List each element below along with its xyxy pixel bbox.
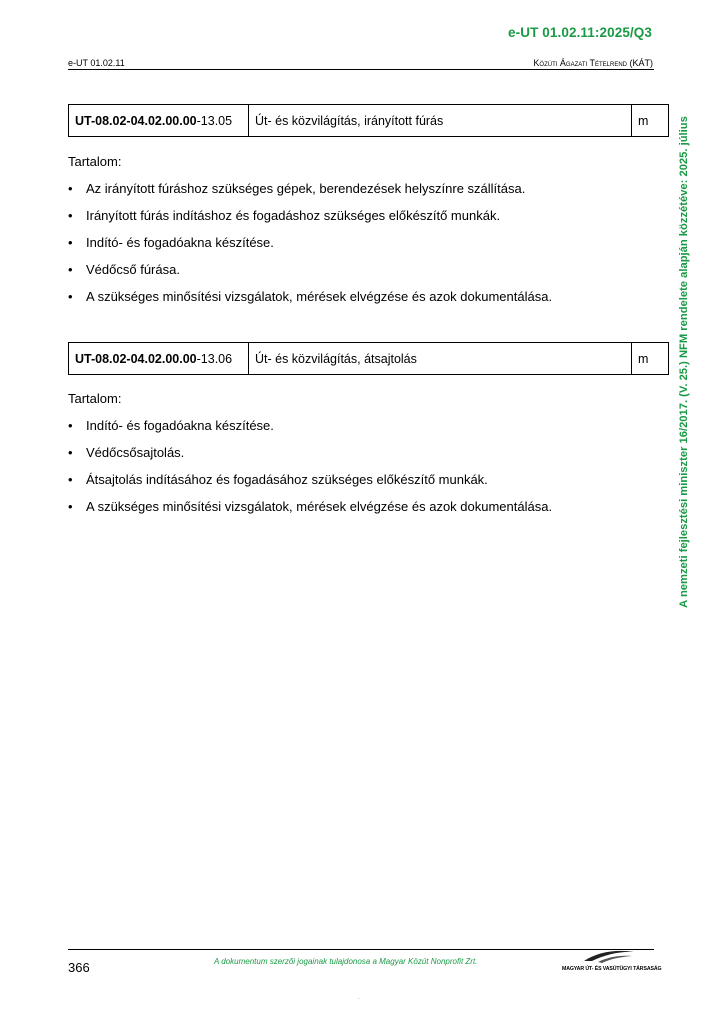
- bullet-icon: •: [68, 208, 73, 223]
- list-item-text: Az irányított fúráshoz szükséges gépek, berendezések helyszínre szállítása.: [86, 181, 526, 196]
- item-title: Út- és közvilágítás, átsajtolás: [249, 343, 632, 374]
- item-code: [69, 105, 249, 136]
- list-item-text: Irányított fúrás indításhoz és fogadáshoz szükséges előkészítő munkák.: [86, 208, 501, 223]
- side-publication-note: [674, 95, 694, 630]
- list-item: [68, 289, 552, 316]
- item-code-main: UT-08.02-04.02.00.00: [75, 113, 197, 128]
- item-code: [69, 343, 249, 374]
- item-code-suffix: -13.06: [196, 351, 233, 366]
- list-item: [68, 235, 552, 262]
- header-doc-id: e-UT 01.02.11: [68, 58, 125, 68]
- header-title: Közúti Ágazati Tételrend (KÁT): [533, 58, 653, 68]
- content-bullet-list: [68, 181, 552, 316]
- list-item: [68, 472, 552, 499]
- content-bullet-list: [68, 418, 552, 526]
- content-label: Tartalom:: [68, 391, 122, 406]
- list-item: [68, 499, 552, 526]
- list-item: [68, 418, 552, 445]
- list-item-text: Védőcsősajtolás.: [86, 445, 185, 460]
- bullet-icon: •: [68, 235, 73, 250]
- page-number: 366: [68, 960, 90, 975]
- side-publication-note-text: A nemzeti fejlesztési miniszter 16/2017. (V. 25.) NFM rendelete alapján közzétéve: 2025. július: [678, 116, 690, 608]
- bullet-icon: •: [68, 181, 73, 196]
- document-code: e-UT 01.02.11:2025/Q3: [508, 25, 652, 40]
- bullet-icon: •: [68, 472, 73, 487]
- list-item: [68, 181, 552, 208]
- list-item: [68, 262, 552, 289]
- item-unit: m: [638, 113, 649, 128]
- bullet-icon: •: [68, 418, 73, 433]
- list-item-text: Védőcső fúrása.: [86, 262, 180, 277]
- list-item-text: Indító- és fogadóakna készítése.: [86, 418, 274, 433]
- item-code-main: UT-08.02-04.02.00.00: [75, 351, 197, 366]
- header-divider: [68, 69, 654, 70]
- item-header-table: [68, 104, 669, 137]
- bullet-icon: •: [68, 445, 73, 460]
- item-code-suffix: -13.05: [196, 113, 233, 128]
- list-item-text: A szükséges minősítési vizsgálatok, mérések elvégzése és azok dokumentálása.: [86, 289, 553, 304]
- item-title: Út- és közvilágítás, irányított fúrás: [249, 105, 632, 136]
- bottom-mark: .: [358, 995, 360, 1001]
- item-header-table: [68, 342, 669, 375]
- company-logo: [562, 948, 662, 972]
- bullet-icon: •: [68, 499, 73, 514]
- item-unit: m: [638, 351, 649, 366]
- bullet-icon: •: [68, 289, 73, 304]
- list-item-text: Indító- és fogadóakna készítése.: [86, 235, 274, 250]
- logo-text: MAGYAR ÚT- ÉS VASÚTÜGYI TÁRSASÁG: [562, 966, 662, 972]
- list-item-text: Átsajtolás indításához és fogadásához szükséges előkészítő munkák.: [86, 472, 488, 487]
- content-label: Tartalom:: [68, 154, 122, 169]
- logo-swoosh-icon: [562, 948, 655, 964]
- copyright-notice: A dokumentum szerzői jogainak tulajdonosa a Magyar Közút Nonprofit Zrt.: [214, 957, 478, 966]
- list-item-text: A szükséges minősítési vizsgálatok, mérések elvégzése és azok dokumentálása.: [86, 499, 553, 514]
- bullet-icon: •: [68, 262, 73, 277]
- list-item: [68, 445, 552, 472]
- list-item: [68, 208, 552, 235]
